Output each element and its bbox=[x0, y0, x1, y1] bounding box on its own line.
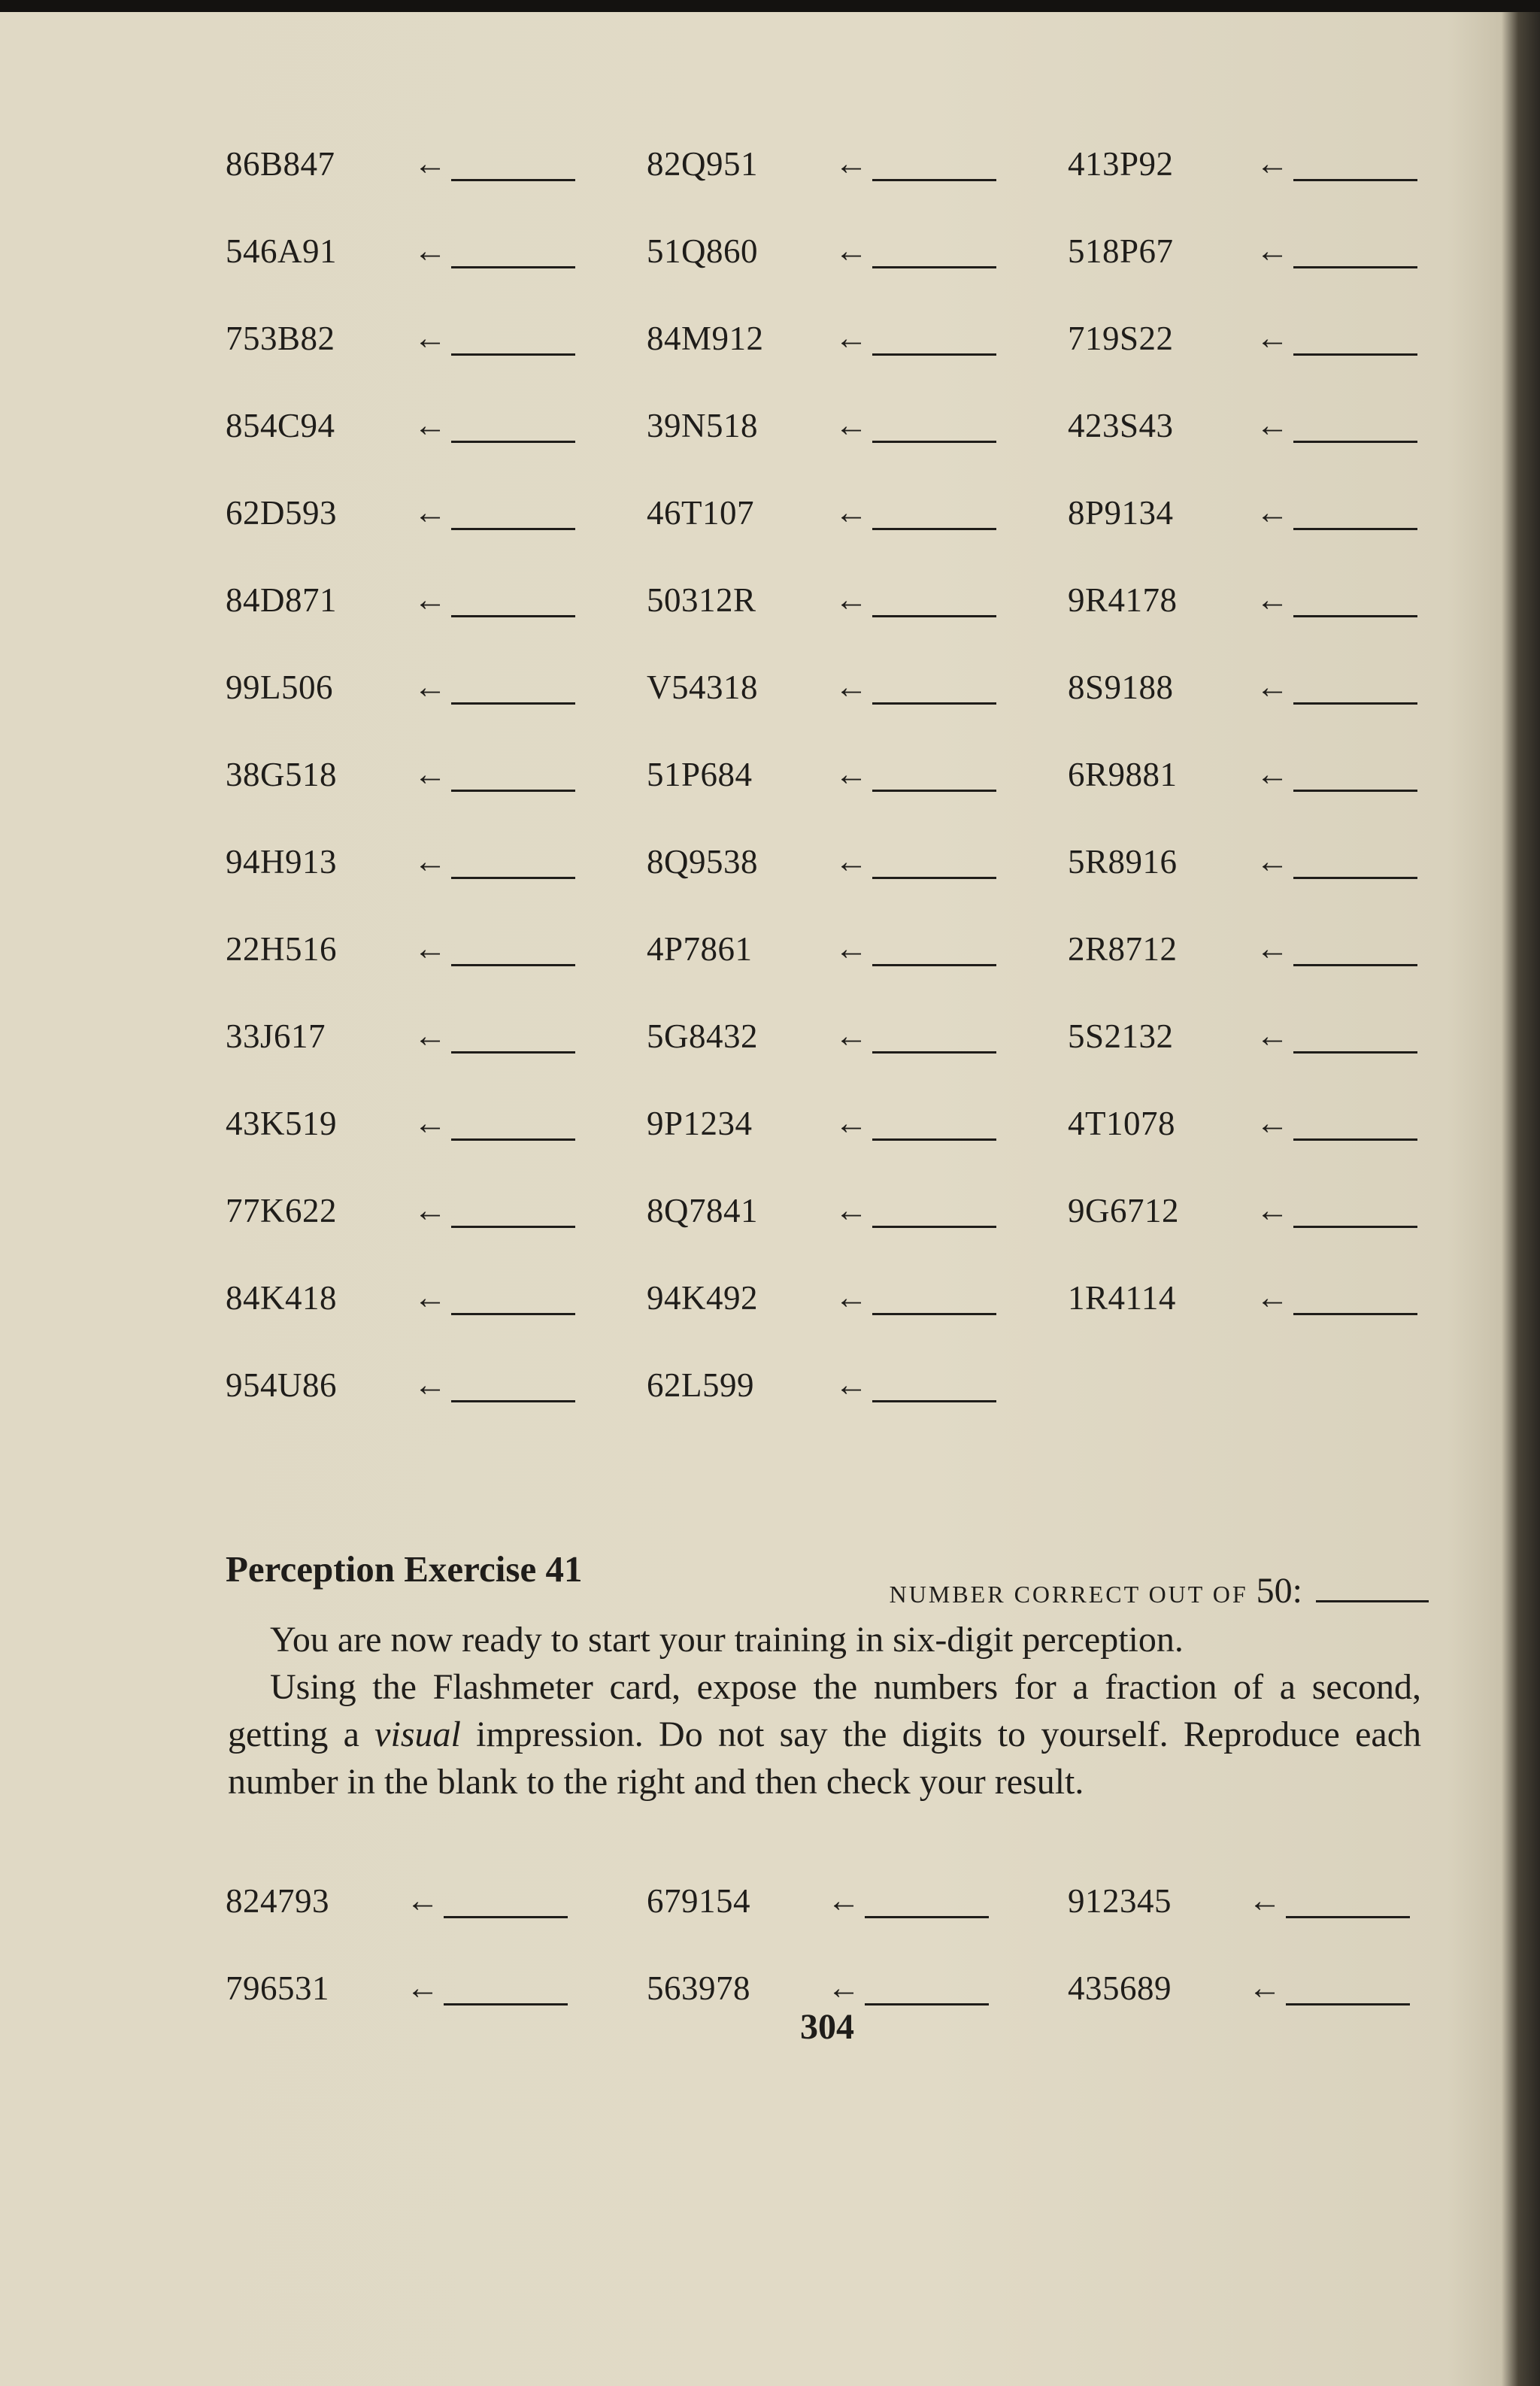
answer-blank[interactable] bbox=[872, 1051, 996, 1054]
drill-a-code: 8Q7841 bbox=[647, 1192, 758, 1229]
left-arrow-icon: ← bbox=[414, 232, 447, 269]
left-arrow-icon: ← bbox=[835, 930, 868, 967]
instruction-paragraph-1: You are now ready to start your training in six-digit perception. bbox=[270, 1620, 1184, 1660]
drill-a-item bbox=[1068, 316, 1417, 361]
answer-blank[interactable] bbox=[451, 964, 575, 966]
drill-a-item bbox=[647, 490, 996, 535]
drill-a-code: 94K492 bbox=[647, 1279, 758, 1317]
drill-b-item bbox=[647, 1878, 989, 1924]
answer-blank[interactable] bbox=[872, 528, 996, 530]
drill-b-code: 796531 bbox=[226, 1969, 329, 2007]
answer-blank[interactable] bbox=[1293, 877, 1417, 879]
drill-a-item bbox=[647, 1363, 996, 1408]
answer-blank[interactable] bbox=[451, 1051, 575, 1054]
drill-a-item bbox=[647, 316, 996, 361]
drill-a-item bbox=[647, 403, 996, 448]
answer-blank[interactable] bbox=[451, 702, 575, 705]
left-arrow-icon: ← bbox=[414, 669, 447, 705]
drill-a-code: 9R4178 bbox=[1068, 581, 1178, 619]
left-arrow-icon: ← bbox=[414, 1366, 447, 1403]
left-arrow-icon: ← bbox=[827, 1969, 860, 2006]
drill-a-code: 33J617 bbox=[226, 1017, 326, 1055]
drill-a-item bbox=[1068, 490, 1417, 535]
drill-a-item bbox=[647, 752, 996, 797]
drill-a-item bbox=[647, 1014, 996, 1059]
drill-a-code: 719S22 bbox=[1068, 320, 1174, 357]
drill-a-item bbox=[1068, 229, 1417, 274]
answer-blank[interactable] bbox=[451, 528, 575, 530]
drill-a-code: 4P7861 bbox=[647, 930, 753, 968]
left-arrow-icon: ← bbox=[1256, 320, 1289, 356]
drill-a-item bbox=[226, 1188, 575, 1233]
left-arrow-icon: ← bbox=[414, 1017, 447, 1054]
answer-blank[interactable] bbox=[1293, 1138, 1417, 1141]
drill-a-item bbox=[1068, 839, 1417, 884]
left-arrow-icon: ← bbox=[835, 407, 868, 444]
drill-a-code: 82Q951 bbox=[647, 145, 758, 183]
drill-a-code: 4T1078 bbox=[1068, 1105, 1175, 1142]
drill-a-item bbox=[226, 141, 575, 186]
exercise-title: Perception Exercise 41 bbox=[226, 1548, 583, 1590]
answer-blank[interactable] bbox=[872, 353, 996, 356]
drill-a-code: 8Q9538 bbox=[647, 843, 758, 881]
answer-blank[interactable] bbox=[451, 441, 575, 443]
answer-blank[interactable] bbox=[451, 1226, 575, 1228]
drill-a-code: 86B847 bbox=[226, 145, 335, 183]
left-arrow-icon: ← bbox=[1248, 1882, 1281, 1919]
drill-a-code: 5G8432 bbox=[647, 1017, 758, 1055]
page-number: 304 bbox=[800, 2007, 854, 2047]
drill-a-item bbox=[1068, 141, 1417, 186]
left-arrow-icon: ← bbox=[835, 756, 868, 793]
answer-blank[interactable] bbox=[872, 877, 996, 879]
drill-a-code: 423S43 bbox=[1068, 407, 1174, 444]
drill-a-item bbox=[647, 926, 996, 972]
drill-a-code: 6R9881 bbox=[1068, 756, 1178, 793]
drill-a-item bbox=[1068, 1101, 1417, 1146]
left-arrow-icon: ← bbox=[1256, 930, 1289, 967]
drill-a-code: 1R4114 bbox=[1068, 1279, 1176, 1317]
drill-a-code: 9P1234 bbox=[647, 1105, 753, 1142]
left-arrow-icon: ← bbox=[406, 1882, 439, 1919]
drill-b-code: 824793 bbox=[226, 1882, 329, 1920]
left-arrow-icon: ← bbox=[835, 581, 868, 618]
left-arrow-icon: ← bbox=[835, 669, 868, 705]
drill-b-item bbox=[226, 1966, 568, 2011]
drill-a-code: 84M912 bbox=[647, 320, 764, 357]
left-arrow-icon: ← bbox=[414, 320, 447, 356]
left-arrow-icon: ← bbox=[414, 581, 447, 618]
drill-a-code: 8P9134 bbox=[1068, 494, 1174, 532]
answer-blank[interactable] bbox=[1293, 790, 1417, 792]
left-arrow-icon: ← bbox=[835, 1017, 868, 1054]
drill-a-item bbox=[647, 229, 996, 274]
answer-blank[interactable] bbox=[1293, 615, 1417, 617]
drill-a-item bbox=[226, 926, 575, 972]
left-arrow-icon: ← bbox=[1256, 145, 1289, 182]
answer-blank[interactable] bbox=[451, 1313, 575, 1315]
left-arrow-icon: ← bbox=[1256, 232, 1289, 269]
drill-a-item bbox=[226, 229, 575, 274]
answer-blank[interactable] bbox=[872, 179, 996, 181]
answer-blank[interactable] bbox=[1293, 266, 1417, 268]
answer-blank[interactable] bbox=[451, 266, 575, 268]
drill-a-code: 84K418 bbox=[226, 1279, 337, 1317]
left-arrow-icon: ← bbox=[835, 1192, 868, 1229]
drill-a-item bbox=[1068, 926, 1417, 972]
left-arrow-icon: ← bbox=[1256, 1192, 1289, 1229]
drill-a-code: 954U86 bbox=[226, 1366, 337, 1404]
left-arrow-icon: ← bbox=[414, 843, 447, 880]
drill-a-item bbox=[226, 1101, 575, 1146]
answer-blank[interactable] bbox=[1293, 353, 1417, 356]
drill-a-item bbox=[226, 490, 575, 535]
score-label: NUMBER CORRECT OUT OF 50: bbox=[889, 1571, 1302, 1611]
answer-blank[interactable] bbox=[1293, 1313, 1417, 1315]
drill-a-item bbox=[1068, 1014, 1417, 1059]
drill-a-item bbox=[226, 316, 575, 361]
drill-a-code: 43K519 bbox=[226, 1105, 337, 1142]
drill-a-code: 39N518 bbox=[647, 407, 758, 444]
left-arrow-icon: ← bbox=[835, 1279, 868, 1316]
left-arrow-icon: ← bbox=[1248, 1969, 1281, 2006]
left-arrow-icon: ← bbox=[1256, 1105, 1289, 1141]
answer-blank[interactable] bbox=[451, 1138, 575, 1141]
answer-blank[interactable] bbox=[872, 1226, 996, 1228]
drill-a-code: 854C94 bbox=[226, 407, 335, 444]
emphasis-word: visual bbox=[374, 1714, 461, 1754]
left-arrow-icon: ← bbox=[835, 843, 868, 880]
drill-a-item bbox=[226, 752, 575, 797]
drill-a-code: 99L506 bbox=[226, 669, 333, 706]
drill-a-item bbox=[226, 1275, 575, 1320]
drill-b-code: 435689 bbox=[1068, 1969, 1172, 2007]
six-digit-drill-table bbox=[226, 1878, 1429, 2007]
drill-b-code: 563978 bbox=[647, 1969, 750, 2007]
answer-blank[interactable] bbox=[872, 615, 996, 617]
drill-a-item bbox=[1068, 1188, 1417, 1233]
drill-a-code: 8S9188 bbox=[1068, 669, 1174, 706]
answer-blank[interactable] bbox=[444, 2003, 568, 2006]
drill-a-code: 46T107 bbox=[647, 494, 754, 532]
drill-a-code: 9G6712 bbox=[1068, 1192, 1179, 1229]
drill-a-code: 84D871 bbox=[226, 581, 337, 619]
drill-a-code: 5S2132 bbox=[1068, 1017, 1174, 1055]
answer-blank[interactable] bbox=[1293, 528, 1417, 530]
left-arrow-icon: ← bbox=[414, 930, 447, 967]
answer-blank[interactable] bbox=[1286, 2003, 1410, 2006]
answer-blank[interactable] bbox=[872, 441, 996, 443]
left-arrow-icon: ← bbox=[835, 320, 868, 356]
score-total: 50: bbox=[1256, 1571, 1302, 1611]
answer-blank[interactable] bbox=[451, 877, 575, 879]
drill-a-code: 753B82 bbox=[226, 320, 335, 357]
drill-a-code: 51P684 bbox=[647, 756, 753, 793]
instruction-paragraph-2: Using the Flashmeter card, expose the numbers for a fraction of a second, getting a visual impression. Do not say the digits to yourself. Reproduce each number in the blank to the right and then check your result. bbox=[228, 1667, 1421, 1802]
drill-a-item bbox=[226, 1014, 575, 1059]
score-blank[interactable] bbox=[1316, 1600, 1429, 1602]
answer-blank[interactable] bbox=[1293, 964, 1417, 966]
drill-b-code: 679154 bbox=[647, 1882, 750, 1920]
answer-blank[interactable] bbox=[451, 353, 575, 356]
left-arrow-icon: ← bbox=[827, 1882, 860, 1919]
left-arrow-icon: ← bbox=[1256, 581, 1289, 618]
drill-a-item bbox=[647, 839, 996, 884]
drill-b-item bbox=[1068, 1966, 1410, 2011]
answer-blank[interactable] bbox=[1293, 441, 1417, 443]
answer-blank[interactable] bbox=[451, 790, 575, 792]
left-arrow-icon: ← bbox=[414, 145, 447, 182]
left-arrow-icon: ← bbox=[414, 1105, 447, 1141]
page-top-edge bbox=[0, 0, 1540, 12]
drill-a-item bbox=[647, 578, 996, 623]
drill-b-code: 912345 bbox=[1068, 1882, 1172, 1920]
left-arrow-icon: ← bbox=[1256, 1017, 1289, 1054]
answer-blank[interactable] bbox=[872, 1400, 996, 1402]
left-arrow-icon: ← bbox=[1256, 669, 1289, 705]
drill-a-code: 51Q860 bbox=[647, 232, 758, 270]
left-arrow-icon: ← bbox=[835, 1105, 868, 1141]
drill-a-item bbox=[647, 665, 996, 710]
drill-a-item bbox=[647, 141, 996, 186]
left-arrow-icon: ← bbox=[406, 1969, 439, 2006]
drill-a-item bbox=[1068, 665, 1417, 710]
drill-a-item bbox=[647, 1101, 996, 1146]
drill-a-code: 546A91 bbox=[226, 232, 337, 270]
answer-blank[interactable] bbox=[1293, 1226, 1417, 1228]
drill-a-item bbox=[226, 578, 575, 623]
answer-blank[interactable] bbox=[865, 2003, 989, 2006]
drill-b-item bbox=[1068, 1878, 1410, 1924]
answer-blank[interactable] bbox=[444, 1916, 568, 1918]
left-arrow-icon: ← bbox=[835, 1366, 868, 1403]
drill-a-item bbox=[226, 403, 575, 448]
answer-blank[interactable] bbox=[872, 964, 996, 966]
drill-b-item bbox=[647, 1966, 989, 2011]
left-arrow-icon: ← bbox=[414, 494, 447, 531]
answer-blank[interactable] bbox=[451, 615, 575, 617]
answer-blank[interactable] bbox=[872, 1313, 996, 1315]
left-arrow-icon: ← bbox=[835, 145, 868, 182]
drill-a-code: 5R8916 bbox=[1068, 843, 1178, 881]
answer-blank[interactable] bbox=[451, 179, 575, 181]
drill-a-item bbox=[226, 665, 575, 710]
drill-a-item bbox=[647, 1275, 996, 1320]
drill-a-code: 94H913 bbox=[226, 843, 337, 881]
answer-blank[interactable] bbox=[1293, 179, 1417, 181]
drill-a-item bbox=[1068, 403, 1417, 448]
drill-a-code: 38G518 bbox=[226, 756, 337, 793]
answer-blank[interactable] bbox=[1293, 702, 1417, 705]
answer-blank[interactable] bbox=[872, 1138, 996, 1141]
drill-a-code: 62L599 bbox=[647, 1366, 754, 1404]
drill-a-item bbox=[1068, 1275, 1417, 1320]
answer-blank[interactable] bbox=[1286, 1916, 1410, 1918]
answer-blank[interactable] bbox=[865, 1916, 989, 1918]
drill-a-code: 413P92 bbox=[1068, 145, 1174, 183]
drill-a-code: 77K622 bbox=[226, 1192, 337, 1229]
drill-b-item bbox=[226, 1878, 568, 1924]
drill-a-code: 518P67 bbox=[1068, 232, 1174, 270]
left-arrow-icon: ← bbox=[1256, 407, 1289, 444]
left-arrow-icon: ← bbox=[1256, 756, 1289, 793]
left-arrow-icon: ← bbox=[835, 494, 868, 531]
drill-a-code: 50312R bbox=[647, 581, 756, 619]
answer-blank[interactable] bbox=[872, 702, 996, 705]
drill-a-item bbox=[647, 1188, 996, 1233]
drill-a-code: 2R8712 bbox=[1068, 930, 1178, 968]
drill-a-code: V54318 bbox=[647, 669, 758, 706]
drill-a-code: 22H516 bbox=[226, 930, 337, 968]
answer-blank[interactable] bbox=[451, 1400, 575, 1402]
score-line bbox=[677, 1570, 1429, 1623]
answer-blank[interactable] bbox=[872, 266, 996, 268]
left-arrow-icon: ← bbox=[414, 756, 447, 793]
left-arrow-icon: ← bbox=[1256, 1279, 1289, 1316]
drill-a-item bbox=[1068, 752, 1417, 797]
left-arrow-icon: ← bbox=[835, 232, 868, 269]
drill-a-item bbox=[1068, 578, 1417, 623]
drill-a-code: 62D593 bbox=[226, 494, 337, 532]
answer-blank[interactable] bbox=[1293, 1051, 1417, 1054]
left-arrow-icon: ← bbox=[414, 407, 447, 444]
answer-blank[interactable] bbox=[872, 790, 996, 792]
left-arrow-icon: ← bbox=[414, 1192, 447, 1229]
left-arrow-icon: ← bbox=[414, 1279, 447, 1316]
left-arrow-icon: ← bbox=[1256, 843, 1289, 880]
left-arrow-icon: ← bbox=[1256, 494, 1289, 531]
drill-a-item bbox=[226, 839, 575, 884]
drill-a-item bbox=[226, 1363, 575, 1408]
